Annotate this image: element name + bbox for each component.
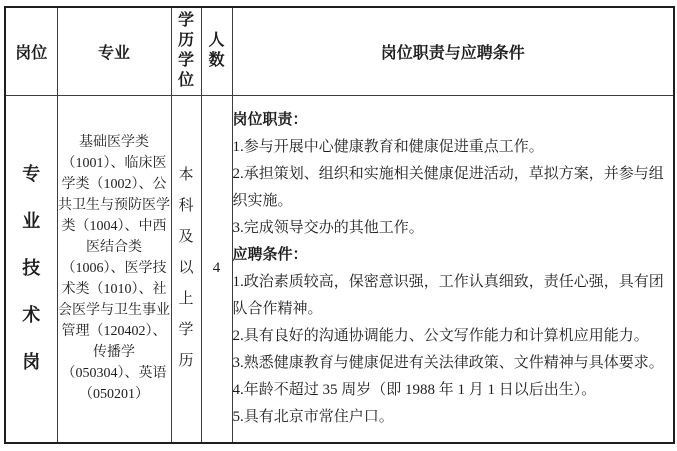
header-major-label: 专业: [97, 44, 130, 62]
header-position-label: 岗位: [15, 44, 48, 62]
header-education: [171, 7, 201, 95]
cell-major: [57, 95, 171, 443]
header-duties-requirements: [232, 7, 674, 95]
table-row: [5, 95, 674, 443]
header-headcount: [201, 7, 232, 95]
requirements-heading: 应聘条件：: [232, 246, 308, 263]
recruitment-table: [4, 6, 675, 444]
headcount-value: 4: [212, 260, 221, 277]
requirement-item-1: 1.政治素质较高，保密意识强，工作认真细致，责任心强，具有团队合作精神。: [232, 273, 664, 317]
duty-item-3: 3.完成领导交办的其他工作。: [232, 219, 424, 236]
cell-headcount: [201, 95, 232, 443]
header-major: [57, 7, 171, 95]
header-headcount-label: 人数: [208, 32, 225, 70]
requirement-item-2: 2.具有良好的沟通协调能力、公文写作能力和计算机应用能力。: [232, 327, 649, 344]
duties-heading: 岗位职责：: [232, 111, 308, 128]
duty-item-2: 2.承担策划、组织和实施相关健康促进活动，草拟方案，并参与组织实施。: [232, 165, 664, 209]
header-row: [5, 7, 674, 95]
position-vertical-text: 专业技术岗: [22, 164, 41, 373]
requirement-item-5: 5.具有北京市常住户口。: [232, 408, 394, 425]
education-vertical-text: 本科及以上学历: [178, 167, 194, 370]
major-list-text: 基础医学类（1001）、临床医学类（1002）、公共卫生与预防医学类（1004）、中西医结合类（1006）、医学技术类（1010）、社会医学与卫生事业管理（120402）、传播学（050304）、英语（050201）: [58, 135, 170, 403]
header-duties-requirements-label: 岗位职责与应聘条件: [380, 44, 525, 62]
header-position: [5, 7, 57, 95]
cell-duties-requirements: [232, 95, 674, 443]
requirement-item-3: 3.熟悉健康教育与健康促进有关法律政策、文件精神与具体要求。: [232, 354, 664, 371]
header-education-label: 学历学位: [177, 12, 194, 90]
requirement-item-4: 4.年龄不超过 35 周岁（即 1988 年 1 月 1 日以后出生）。: [232, 381, 597, 398]
duty-item-1: 1.参与开展中心健康教育和健康促进重点工作。: [232, 138, 544, 155]
cell-education: [171, 95, 201, 443]
cell-position: [5, 95, 57, 443]
